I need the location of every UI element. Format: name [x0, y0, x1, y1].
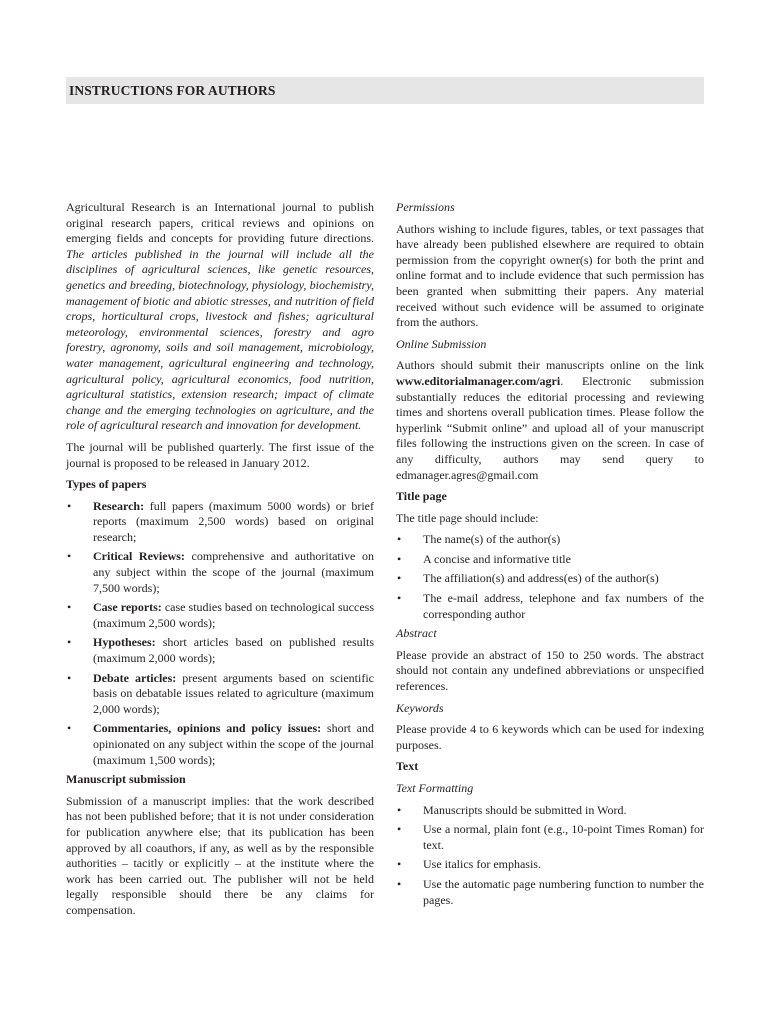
- abstract-paragraph: Please provide an abstract of 150 to 250 words. The abstract should not contain any undefined abbreviations or unspecified references.: [396, 647, 704, 694]
- list-item: • Manuscripts should be submitted in Word.: [396, 803, 704, 819]
- list-item: • Critical Reviews: comprehensive and authoritative on any subject within the scope of the journal (maximum 7,500 words);: [66, 549, 374, 596]
- editorial-manager-link[interactable]: www.editorialmanager.com/agri: [396, 373, 561, 388]
- title-page-intro: The title page should include:: [396, 510, 539, 525]
- list-item: • The e-mail address, telephone and fax numbers of the corresponding author: [396, 591, 704, 622]
- text-heading: Text: [396, 759, 419, 774]
- list-item: • Case reports: case studies based on technological success (maximum 2,500 words);: [66, 600, 374, 631]
- abstract-heading: Abstract: [396, 626, 437, 641]
- types-heading: Types of papers: [66, 477, 147, 492]
- title-banner: [66, 77, 704, 104]
- intro-plain: Agricultural Research is an International journal to publish original research papers, critical reviews and opinions on emerging fields and concepts for providing future directions.: [66, 200, 374, 246]
- list-item: • Use the automatic page numbering function to number the pages.: [396, 877, 704, 908]
- title-page-heading: Title page: [396, 489, 447, 504]
- list-item: • Use a normal, plain font (e.g., 10-point Times Roman) for text.: [396, 822, 704, 853]
- intro-italic: The articles published in the journal will include all the disciplines of agricultural sciences, like genetic resources, genetics and breeding, biotechnology, physiology, biochemistry, management of biotic and abiotic stresses, and nutrition of field crops, horticultural crops, livestock and fishes; agricultural meteorology, environmental sciences, forestry and agro forestry, agronomy, soils and soil management, microbiology, water management, agricultural engineering and technology, agricultural policy, agricultural economics, food nutrition, agricultural statistics, extension research; impact of climate change and the emerging technologies on agriculture, and the role of agricultural research and innovation for development.: [66, 246, 374, 433]
- list-item: • Research: full papers (maximum 5000 words) or brief reports (maximum 2,500 words) based on original research;: [66, 499, 374, 546]
- title-page-list: [396, 532, 704, 622]
- text-formatting-heading: Text Formatting: [396, 781, 474, 795]
- list-item: • Use italics for emphasis.: [396, 857, 704, 873]
- manuscript-paragraph: Submission of a manuscript implies: that the work described has not been published before; that it is not under consideration for publication anywhere else; that its publication has been approved by all coauthors, if any, as well as by the responsible authorities – tacitly or explicitly – at the institute where the work has been carried out. The publisher will not be held legally responsible should there be any claims for compensation.: [66, 793, 374, 917]
- page-title: INSTRUCTIONS FOR AUTHORS: [69, 83, 276, 98]
- keywords-heading: Keywords: [396, 700, 444, 715]
- types-list: [66, 499, 374, 769]
- left-column: [66, 200, 374, 925]
- online-submission-paragraph: Authors should submit their manuscripts online on the link www.editorialmanager.com/agri. Electronic submission substantially reduces the editorial processing and reviewing times and shortens overall publication times. Please follow the hyperlink “Submit online” and upload all of your manuscript files following the instructions given on the screen. In case of any difficulty, authors may send query to edmanager.agres@gmail.com: [396, 358, 704, 482]
- list-item: • The name(s) of the author(s): [396, 532, 704, 548]
- keywords-paragraph: Please provide 4 to 6 keywords which can be used for indexing purposes.: [396, 722, 704, 752]
- list-item: • The affiliation(s) and address(es) of the author(s): [396, 571, 704, 587]
- permissions-paragraph: Authors wishing to include figures, tables, or text passages that have already been published elsewhere are required to obtain permission from the copyright owner(s) for both the print and online format and to include evidence that such permission has been granted when submitting their papers. Any material received without such evidence will be assumed to originate from the authors.: [396, 221, 704, 330]
- quarterly-paragraph: The journal will be published quarterly. The first issue of the journal is proposed to be released in January 2012.: [66, 439, 374, 470]
- manuscript-heading: Manuscript submission: [66, 772, 186, 787]
- intro-paragraph: [66, 200, 374, 434]
- online-submission-heading: Online Submission: [396, 336, 487, 351]
- list-item: • Commentaries, opinions and policy issues: short and opinionated on any subject within the scope of the journal (maximum 1,500 words);: [66, 721, 374, 768]
- list-item: • A concise and informative title: [396, 552, 704, 568]
- right-column: [396, 200, 704, 912]
- permissions-heading: Permissions: [396, 200, 455, 214]
- list-item: • Debate articles: present arguments based on scientific basis on debatable issues related to agriculture (maximum 2,000 words);: [66, 671, 374, 718]
- list-item: • Hypotheses: short articles based on published results (maximum 2,000 words);: [66, 635, 374, 666]
- text-formatting-list: [396, 803, 704, 909]
